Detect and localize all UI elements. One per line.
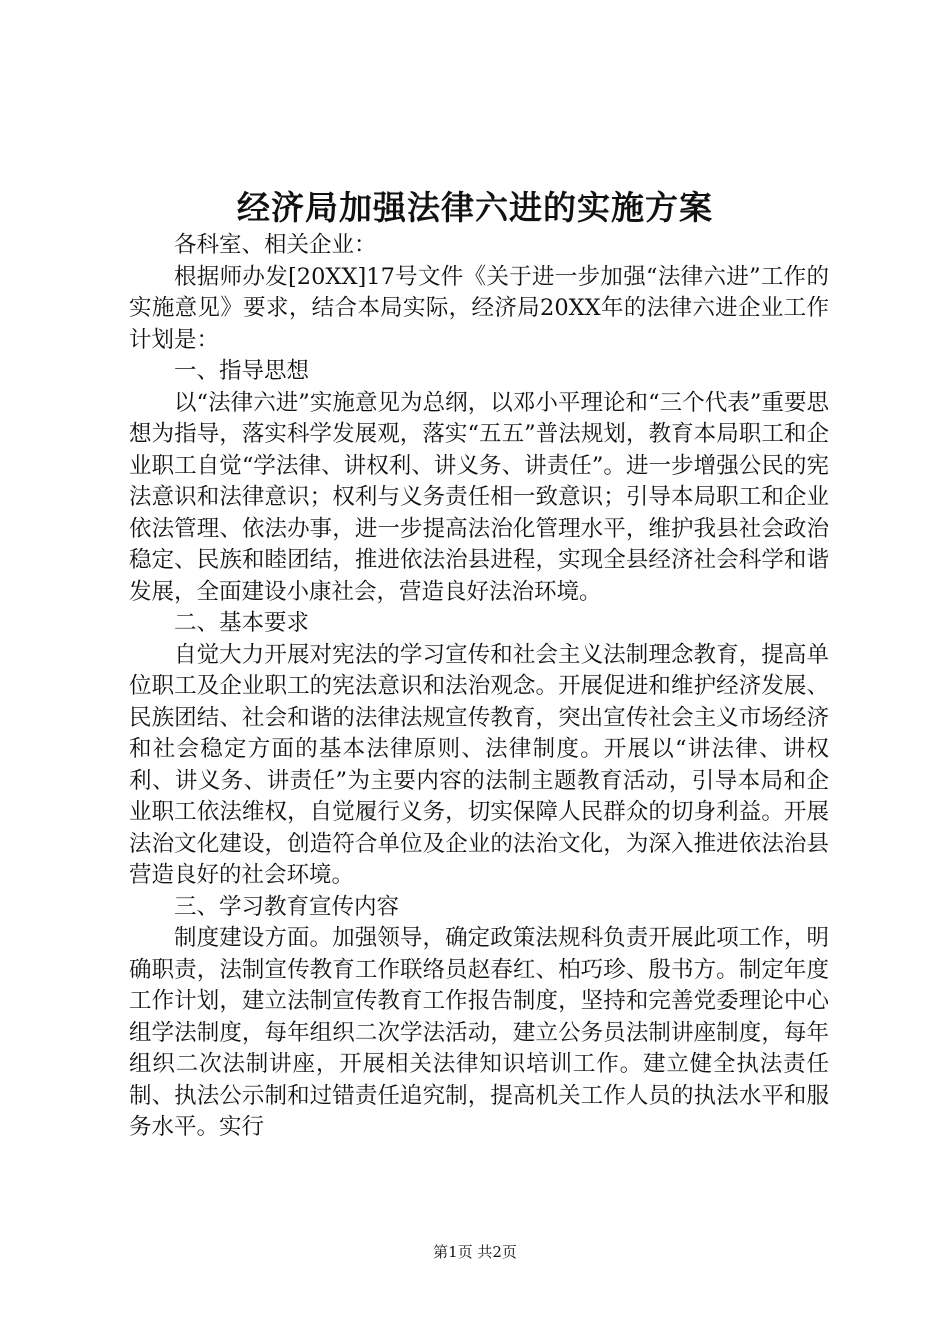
section-heading-3: 三、学习教育宣传内容	[174, 893, 400, 920]
intro-paragraph: 根据师办发[20XX]17号文件《关于进一步加强“法律六进”工作的实施意见》要求，结合本局实际，经济局20XX年的法律六进企业工作计划是：	[129, 263, 829, 353]
section-heading-2: 二、基本要求	[174, 610, 310, 636]
section-paragraph-1: 以“法律六进”实施意见为总纲，以邓小平理论和“三个代表”重要思想为指导，落实科学发展观，落实“五五”普法规划，教育本局职工和企业职工自觉“学法律、讲权利、讲义务、讲责任”。进一步增强公民的宪法意识和法律意识；权利与义务责任相一致意识；引导本局职工和企业依法管理、依法办事，进一步提高法治化管理水平，维护我县社会政治稳定、民族和睦团结，推进依法治县进程，实现全县经济社会科学和谐发展，全面建设小康社会，营造良好法治环境。	[129, 389, 829, 605]
section-paragraph-2: 自觉大力开展对宪法的学习宣传和社会主义法制理念教育，提高单位职工及企业职工的宪法意识和法治观念。开展促进和维护经济发展、民族团结、社会和谐的法律法规宣传教育，突出宣传社会主义市场经济和社会稳定方面的基本法律原则、法律制度。开展以“讲法律、讲权利、讲义务、讲责任”为主要内容的法制主题教育活动，引导本局和企业职工依法维权，自觉履行义务，切实保障人民群众的切身利益。开展法治文化建设，创造符合单位及企业的法治文化，为深入推进依法治县营造良好的社会环境。	[129, 641, 829, 888]
section-paragraph-3: 制度建设方面。加强领导，确定政策法规科负责开展此项工作，明确职责，法制宣传教育工作联络员赵春红、柏巧珍、殷书方。制定年度工作计划，建立法制宣传教育工作报告制度，坚持和完善党委理论中心组学法制度，每年组织二次学法活动，建立公务员法制讲座制度，每年组织二次法制讲座，开展相关法律知识培训工作。建立健全执法责任制、执法公示制和过错责任追究制，提高机关工作人员的执法水平和服务水平。实行	[129, 925, 829, 1140]
page-footer: 第1页 共2页	[433, 1243, 517, 1261]
document-body	[129, 230, 829, 1144]
salutation: 各科室、相关企业：	[174, 232, 377, 258]
section-heading-1: 一、指导思想	[174, 358, 310, 384]
document-title: 经济局加强法律六进的实施方案	[237, 188, 713, 227]
